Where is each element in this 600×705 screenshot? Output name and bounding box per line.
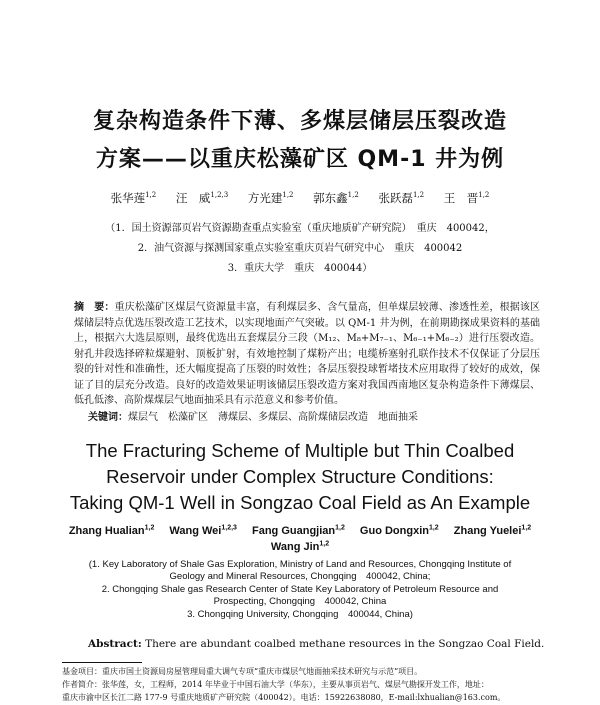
- en-author: Zhang Yuelei$^{1,2}$: [453, 524, 532, 537]
- en-author-list: [40, 524, 560, 537]
- cn-author: 王 晋$^{1,2}$: [443, 191, 490, 205]
- en-author: Wang Wei$^{1,2,3}$: [169, 524, 237, 537]
- cn-author: 汪 威$^{1,2,3}$: [175, 191, 229, 205]
- cn-affiliation-2: 2．油气资源与探测国家重点实验室重庆页岩气研究中心 重庆 400042: [137, 243, 463, 254]
- en-author: Fang Guangjian$^{1,2}$: [252, 524, 345, 537]
- en-author: Guo Dongxin$^{1,2}$: [359, 524, 439, 537]
- en-author: Zhang Hualian$^{1,2}$: [68, 524, 155, 537]
- cn-title-line-1: 复杂构造条件下薄、多煤层储层压裂改造: [92, 109, 507, 134]
- en-author-list-2: [40, 540, 560, 553]
- en-affiliation-1a: (1. Key Laboratory of Shale Gas Exploration, Ministry of Land and Resources, Chongqing Institute of: [88, 559, 512, 570]
- cn-abstract-label: 摘 要：: [74, 302, 115, 313]
- cn-affiliation-3: 3．重庆大学 重庆 400044）: [227, 263, 373, 274]
- en-title-line-3: Taking QM-1 Well in Songzao Coal Field as An Example: [69, 492, 531, 513]
- en-title-line-1: The Fracturing Scheme of Multiple but Thin Coalbed: [85, 440, 515, 461]
- cn-author: 方光建$^{1,2}$: [247, 191, 294, 205]
- en-abstract-text: There are abundant coalbed methane resources in the Songzao Coal Field.: [145, 638, 545, 650]
- cn-abstract: [74, 300, 540, 409]
- cn-author: 张跃磊$^{1,2}$: [378, 191, 425, 205]
- cn-keywords: [88, 408, 540, 423]
- en-affiliation-3: 3. Chongqing University, Chongqing 400044, China): [187, 609, 413, 620]
- footnote-address: 重庆市渝中区长江二路 177-9 号重庆地质矿产研究院（400042）。电话：15922638080，E-mail:lxhualian@163.com。: [62, 693, 506, 702]
- footnote-funding: 基金项目：重庆市国土资源局房屋管理局重大调气专项“重庆市煤层气地面抽采技术研究与示范”项目。: [62, 667, 423, 676]
- cn-keywords-text: 煤层气 松藻矿区 薄煤层、多煤层、高阶煤储层改造 地面抽采: [128, 412, 418, 423]
- en-author: Wang Jin$^{1,2}$: [270, 540, 330, 553]
- en-affiliation-1b: Geology and Mineral Resources, Chongqing 400042, China;: [169, 571, 431, 582]
- cn-affiliation-1: （1．国土资源部页岩气资源勘查重点实验室（重庆地质矿产研究院） 重庆 400042，: [105, 223, 495, 234]
- footnote-author-bio: 作者简介：张华莲，女，工程师，2014 年毕业于中国石油大学（华东），主要从事页岩气、煤层气勘探开发工作，地址：: [62, 680, 489, 689]
- cn-abstract-text: 重庆松藻矿区煤层气资源量丰富，有利煤层多、含气量高，但单煤层较薄、渗透性差，根据该区煤储层特点优选压裂改造工艺技术，以实现地面产气突破。以 QM-1 井为例，在前期勘探成果资料的基础上，根据六大选层原则，最终优选出五套煤层分三段（M₁₂、M₈+M₇₋₁、M₆₋₁+M₆₋₂）进行压裂改造。射孔井段选择碎粒煤避射、顶板扩射，有效地控制了煤粉产出；电缆桥塞射孔联作技术不仅保证了分层压裂的针对性和准确性，还大幅度提高了压裂的时效性；各层压裂投球暂堵技术应用取得了较好的成效，保证了目的层充分改造。良好的改造效果证明该储层压裂改造方案对我国西南地区复杂构造条件下薄煤层、低孔低渗、高阶煤煤层气地面抽采具有示范意义和参考价值。: [74, 302, 541, 406]
- en-title-line-2: Reservoir under Complex Structure Conditions:: [106, 466, 494, 487]
- cn-title-line-2: 方案——以重庆松藻矿区 QM-1 井为例: [95, 147, 505, 172]
- cn-author-list: [40, 190, 560, 206]
- cn-author: 郭东鑫$^{1,2}$: [313, 191, 359, 205]
- cn-keywords-label: 关键词：: [88, 412, 128, 423]
- en-affiliation-2a: 2. Chongqing Shale gas Research Center of State Key Laboratory of Petroleum Resource and: [101, 584, 499, 595]
- cn-author: 张华莲$^{1,2}$: [110, 191, 157, 205]
- en-abstract-label: Abstract:: [88, 638, 142, 650]
- en-abstract: [88, 638, 545, 650]
- en-affiliation-2b: Prospecting, Chongqing 400042, China: [213, 596, 387, 607]
- footnote-divider: [62, 662, 142, 663]
